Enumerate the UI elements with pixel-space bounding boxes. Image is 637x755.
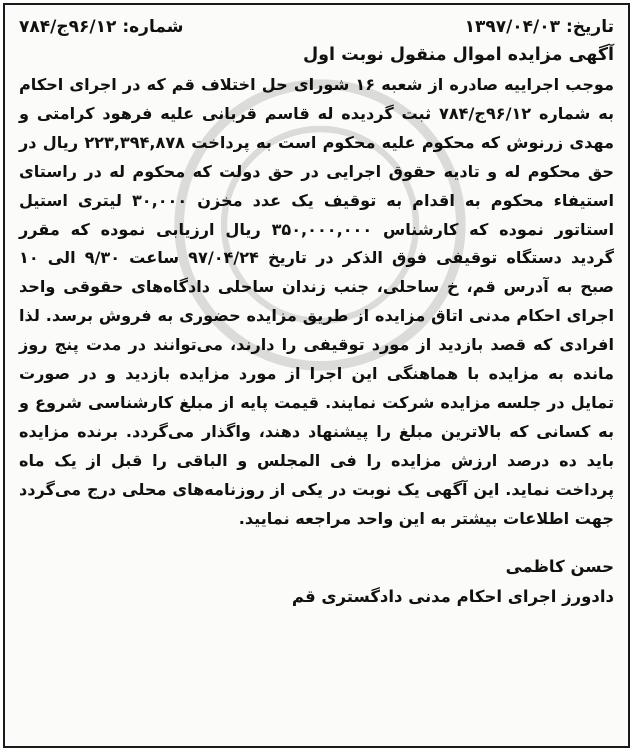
date-field: [465, 13, 614, 41]
notice-frame: [3, 3, 630, 748]
signer-name: حسن کاظمی: [505, 556, 614, 576]
notice-title: آگهی مزایده اموال منقول نوبت اول: [302, 45, 614, 65]
number-label: شماره:: [122, 17, 184, 37]
date-label: تاریخ:: [566, 17, 614, 37]
number-value: ۹۶/۱۲ج/۷۸۴: [19, 17, 117, 37]
notice-body: موجب اجراییه صادره از شعبه ۱۶ شورای حل اختلاف قم که در اجرای احکام به شماره ۹۶/۱۲ج/۷۸۴ ثبت گردیده له قاسم قربانی علیه فرهود کرامتی و مهدی زرنوش که محکوم علیه محکوم است به پرداخت ۲۲۳,۳۹۴,۸۷۸ ریال در حق محکوم له و تادیه حقوق اجرایی در حق دولت که محکوم له در راستای استیفاء محکوم به اقدام به توقیف یک عدد مخزن ۳۰,۰۰۰ لیتری استیل استاتور نموده که کارشناس ۳۵۰,۰۰۰,۰۰۰ ریال ارزیابی نموده که مقرر گردید دستگاه توقیفی فوق الذکر در تاریخ ۹۷/۰۴/۲۴ ساعت ۹/۳۰ الی ۱۰ صبح به آدرس قم، خ ساحلی، جنب زندان ساحلی دادگاه‌های حقوقی واحد اجرای احکام مدنی اتاق مزایده از طریق مزایده حضوری به فروش برسد. لذا افرادی که قصد بازدید از مورد توقیفی را دارند، می‌توانند در مدت پنج روز مانده به مزایده با هماهنگی این اجرا از مورد مزایده بازدید و در صورت تمایل در جلسه مزایده شرکت نمایند. قیمت پایه از مبلغ کارشناسی شروع و به کسانی که بالاترین مبلغ را پیشنهاد دهند، واگذار می‌گردد. برنده مزایده باید ده درصد ارزش مزایده را فی المجلس و الباقی را قبل از یک ماه پرداخت نماید. این آگهی یک نوبت در یکی از روزنامه‌های محلی درج می‌گردد جهت اطلاعات بیشتر به این واحد مراجعه نمایید.: [19, 75, 615, 528]
notice-content: [5, 5, 628, 612]
number-field: [19, 13, 183, 41]
date-value: ۱۳۹۷/۰۴/۰۳: [464, 17, 560, 37]
signature-block: [19, 552, 614, 612]
notice-header: [19, 13, 614, 41]
signer-position: دادورز اجرای احکام مدنی دادگستری قم: [291, 586, 614, 606]
